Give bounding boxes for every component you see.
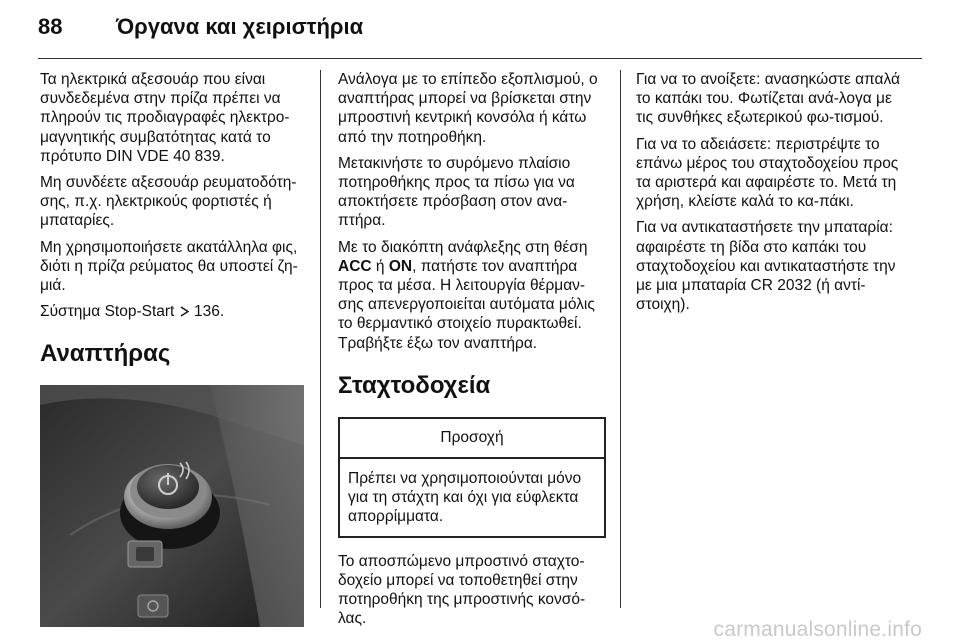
ignition-on-label: ON xyxy=(388,257,413,275)
column-right xyxy=(636,70,912,321)
caution-box xyxy=(338,417,606,538)
column-middle xyxy=(338,70,606,635)
paragraph-lighter-location: Ανάλογα με το επίπεδο εξοπλισμού, ο αναπτήρας μπορεί να βρίσκεται στην μπροστινή κεντρική κονσόλα ή κάτω από την ποτηροθήκη. xyxy=(338,71,598,146)
caution-title: Προσοχή xyxy=(340,419,604,459)
ignition-acc-label: ACC xyxy=(338,257,372,275)
column-left xyxy=(40,70,310,627)
paragraph-empty-ashtray: Για να το αδειάσετε: περιστρέψτε το επάνω μέρος του σταχτοδοχείου προς τα αριστερά και αφαιρέστε το. Μετά τη χρήση, κλείστε καλά το κα-πάκι. xyxy=(636,135,899,211)
page-header xyxy=(38,14,363,50)
paragraph-no-charging: Μη συνδέετε αξεσουάρ ρευματοδότη-σης, π.χ. ηλεκτρικούς φορτιστές ή μπαταρίες. xyxy=(40,174,297,230)
paragraph-lighter-usage: Με το διακόπτη ανάφλεξης στη θέση ACC ή ON, πατήστε τον αναπτήρα προς τα μέσα. Η λειτουργία θέρμαν-σης απενεργοποιείται αυτόματα μόλις το θερμαντικό στοιχείο πυρακτωθεί. Τραβήξτε έξω τον αναπτήρα. xyxy=(338,238,595,352)
paragraph-removable-ashtray: Το αποσπώμενο μπροστινό σταχτο-δοχείο μπορεί να τοποθετηθεί στην ποτηροθήκη της μπροστινής κονσό-λας. xyxy=(338,552,586,628)
column-divider-2 xyxy=(620,70,621,608)
section-heading-ashtrays: Σταχτοδοχεία xyxy=(338,371,491,399)
paragraph-unsuitable-plugs: Μη χρησιμοποιήσετε ακατάλληλα φις, διότι η πρίζα ρεύματος θα υποστεί ζη-μιά. xyxy=(40,238,298,295)
column-divider-1 xyxy=(320,70,321,608)
paragraph-replace-battery: Για να αντικαταστήσετε την μπαταρία: αφαιρέστε τη βίδα στο καπάκι του σταχτοδοχείου και αντικαταστήστε την με μια μπαταρία CR 2032 (ή αντί-στοιχη). xyxy=(636,219,896,314)
stop-start-page-link[interactable]: 136. xyxy=(193,303,225,321)
header-rule xyxy=(38,58,922,59)
paragraph-slide-cover: Μετακινήστε το συρόμενο πλαίσιο ποτηροθήκης προς τα πίσω για να αποκτήσετε πρόσβαση στον ανα-πτήρα. xyxy=(338,154,575,230)
paragraph-stop-start-ref xyxy=(40,302,310,321)
paragraph-open-ashtray: Για να το ανοίξετε: ανασηκώστε απαλά το καπάκι του. Φωτίζεται ανά-λογα με τις συνθήκες εξωτερικού φω-τισμού. xyxy=(636,71,900,127)
watermark: carmanualsonline.info xyxy=(713,618,922,641)
page-number: 88 xyxy=(38,14,63,39)
page-reference-arrow-icon xyxy=(179,306,190,317)
paragraph-emc: Τα ηλεκτρικά αξεσουάρ που είναι συνδεδεμένα στην πρίζα πρέπει να πληρούν τις προδιαγραφές ηλεκτρο-μαγνητικής συμβατότητας κατά το πρότυπο DIN VDE 40 839. xyxy=(40,71,290,165)
caution-text: Πρέπει να χρησιμοποιούνται μόνο για τη στάχτη και όχι για εύφλεκτα απορρίμματα. xyxy=(348,470,582,526)
section-heading-lighter: Αναπτήρας xyxy=(40,340,171,368)
chapter-title: Όργανα και χειριστήρια xyxy=(116,14,364,39)
stop-start-text: Σύστημα Stop-Start xyxy=(40,303,175,321)
cigarette-lighter-photo xyxy=(40,385,304,627)
